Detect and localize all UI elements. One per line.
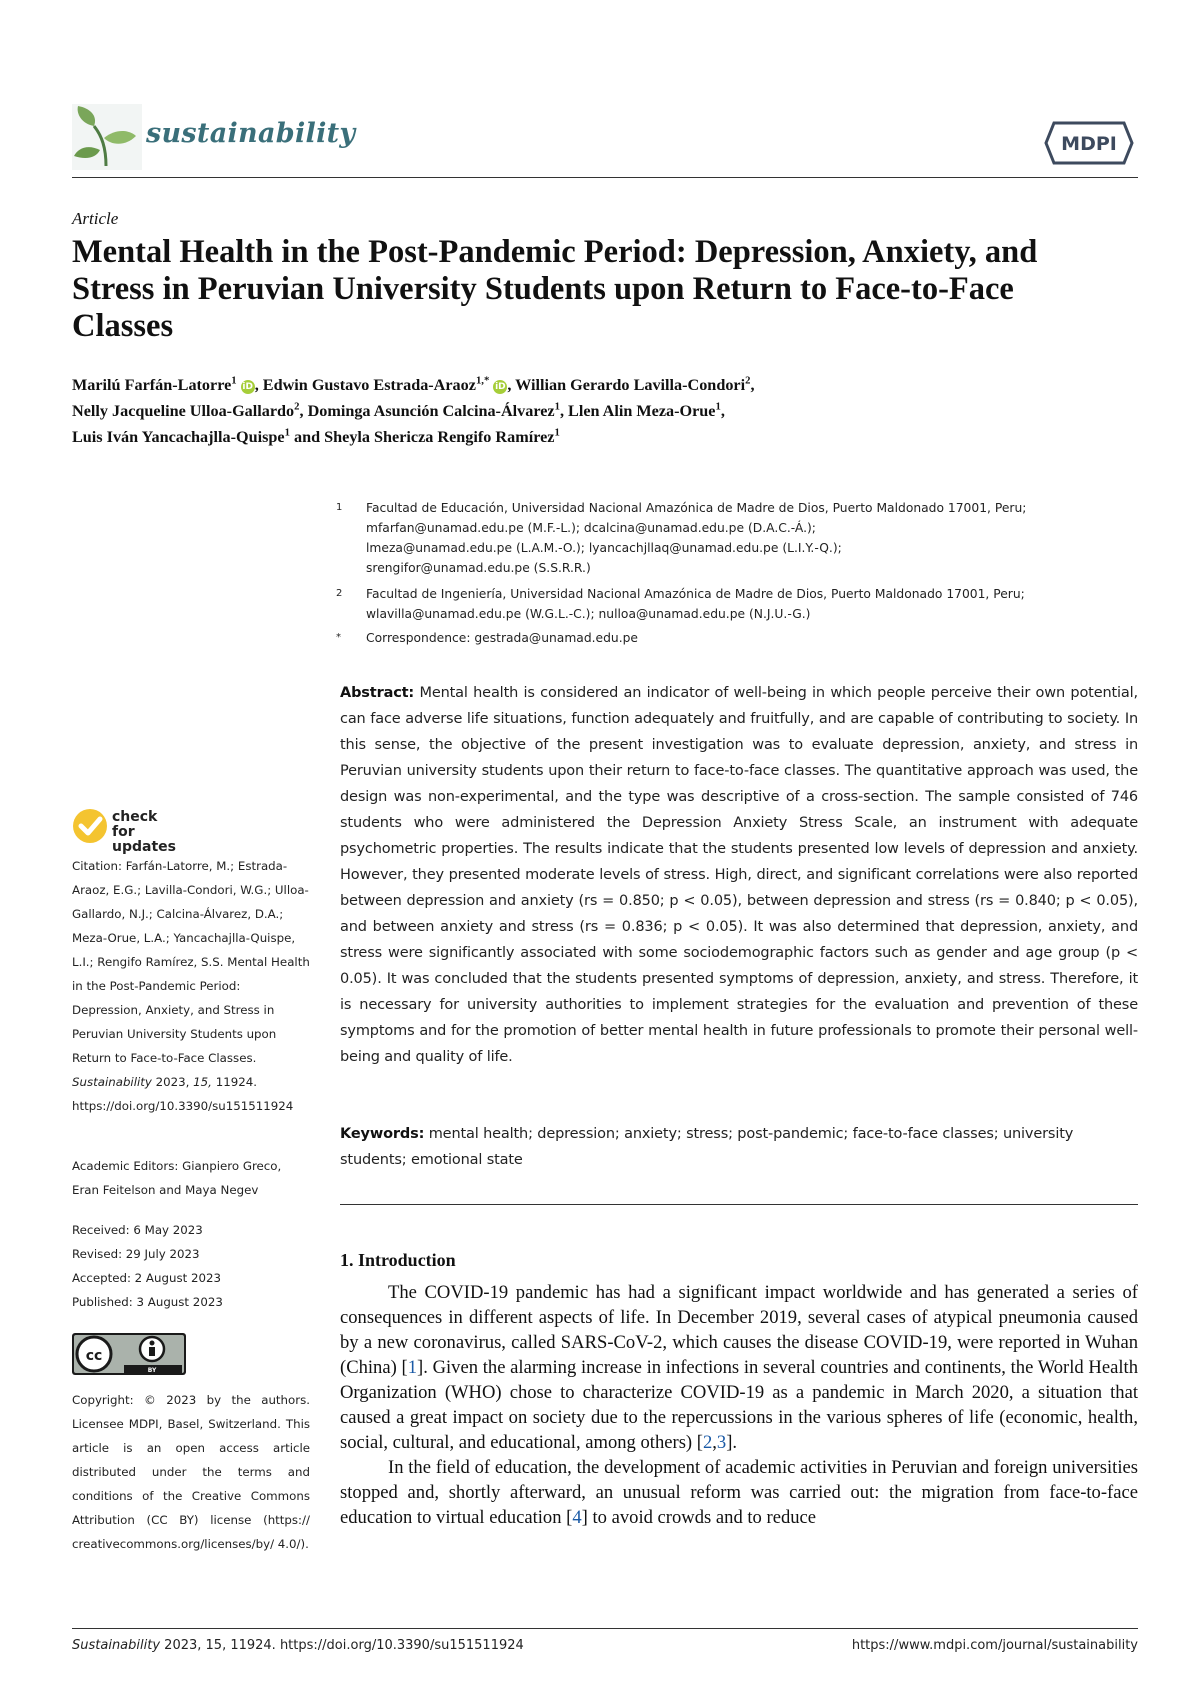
academic-editors: Academic Editors: Gianpiero Greco, Eran Feitelson and Maya Negev <box>72 1159 282 1197</box>
footer-journal-url[interactable]: https://www.mdpi.com/journal/sustainability <box>851 1638 1138 1653</box>
citation-doi-link[interactable]: https://doi.org/10.3390/su151511924 <box>72 1099 294 1113</box>
author-name: Dominga Asunción Calcina-Álvarez <box>307 402 555 420</box>
keywords-divider <box>340 1204 1138 1205</box>
reference-link[interactable]: 1 <box>407 1357 418 1378</box>
abstract-text: Mental health is considered an indicator of well-being in which people perceive their own potential, can face adverse life situations, function adequately and fruitfully, and are capable of contributing to society. In this sense, the objective of the present investigation was to evaluate depression, anxiety, and stress in Peruvian university students upon their return to face-to-face classes. The quantitative approach was used, the design was non-experimental, and the type was descriptive of a cross-section. The sample consisted of 746 students who were administered the Depression Anxiety Stress Scale, an instrument with adequate psychometric properties. The results indicate that the students presented low levels of depression and anxiety. However, they presented moderate levels of stress. High, direct, and significant correlations were also reported between depression and anxiety (rs = 0.850; p < 0.05), between depression and stress (rs = 0.840; p < 0.05), and between anxiety and stress (rs = 0.836; p < 0.05). It was also determined that depression, anxiety, and stress were significantly associated with some sociodemographic factors such as gender and age group (p < 0.05). It was concluded that the students presented symptoms of depression, anxiety, and stress. Therefore, it is necessary for university authorities to implement strategies for the evaluation and prevention of these symptoms and for the promotion of better mental health in future professionals to promote their personal well-being and quality of life. <box>340 685 1138 1065</box>
accepted-date: Accepted: 2 August 2023 <box>72 1271 221 1285</box>
received-date: Received: 6 May 2023 <box>72 1223 203 1237</box>
article-title: Mental Health in the Post-Pandemic Period: Depression, Anxiety, and Stress in Peruvian University Students upon Return to Face-to-Face Classes <box>72 234 1038 344</box>
author-name: Edwin Gustavo Estrada-Araoz <box>262 376 476 394</box>
author-name: Sheyla Shericza Rengifo Ramírez <box>324 428 555 446</box>
keywords-label: Keywords: <box>340 1126 425 1142</box>
author-list: Marilú Farfán-Latorre$^1$ iD , Edwin Gustavo Estrada-Araoz$^{1,*}$ iD , Willian Gerardo Lavilla-Condori$^2$, Nelly Jacqueline Ulloa-Gallardo$^2$, Dominga Asunción Calcina-Álvarez$^1$, Llen Alin Meza-Orue$^1$, Luis Iván Yancachajlla-Quispe$^1$ and Sheyla Shericza Rengifo Ramírez$^1$ <box>72 374 755 446</box>
correspondence: * Correspondence: gestrada@unamad.edu.pe <box>336 631 638 645</box>
keywords-text: mental health; depression; anxiety; stress; post-pandemic; face-to-face classes; university students; emotional state <box>340 1126 1074 1168</box>
affiliation-1: 1 Facultad de Educación, Universidad Nacional Amazónica de Madre de Dios, Puerto Maldonado 17001, Peru; mfarfan@unamad.edu.pe (M.F.-L.); dcalcina@unamad.edu.pe (D.A.C.-Á.); lmeza@unamad.edu.pe (L.A.M.-O.); lyancachjllaq@unamad.edu.pe (L.I.Y.-Q.); srengifor@unamad.edu.pe (S.S.R.R.) <box>336 501 1027 575</box>
footer-citation: Sustainability 2023, 15, 11924. https://doi.org/10.3390/su151511924 <box>72 1638 524 1653</box>
dates-block <box>72 1218 310 1314</box>
keywords <box>340 1121 1138 1173</box>
section-heading: 1. Introduction <box>340 1250 456 1270</box>
citation-journal: Sustainability <box>72 1075 152 1089</box>
paragraph: In the field of education, the development of academic activities in Peruvian and foreign universities stopped and, shortly afterward, an unusual reform was carried out: the migration from face-to-face education to virtual education [4] to avoid crowds and to reduce <box>340 1457 1138 1528</box>
author-name: Luis Iván Yancachajlla-Quispe <box>72 428 285 446</box>
footer-divider <box>72 1628 1138 1629</box>
abstract <box>340 680 1138 1070</box>
mdpi-logo-text: MDPI <box>1061 133 1117 155</box>
affiliation-2: 2 Facultad de Ingeniería, Universidad Nacional Amazónica de Madre de Dios, Puerto Maldonado 17001, Peru; wlavilla@unamad.edu.pe (W.G.L.-C.); nulloa@unamad.edu.pe (N.J.U.-G.) <box>336 587 1025 621</box>
footer-journal: Sustainability <box>72 1638 161 1653</box>
author-name: Llen Alin Meza-Orue <box>568 402 716 420</box>
published-date: Published: 3 August 2023 <box>72 1295 223 1309</box>
revised-date: Revised: 29 July 2023 <box>72 1247 200 1261</box>
journal-name: sustainability <box>146 118 356 149</box>
check-for-updates-label: check for updates <box>112 809 176 855</box>
abstract-label: Abstract: <box>340 685 415 701</box>
reference-link[interactable]: 4 <box>572 1507 582 1528</box>
introduction-text <box>340 1280 1138 1530</box>
journal-logo-icon <box>72 104 142 170</box>
header-divider <box>72 177 1138 178</box>
author-name: Marilú Farfán-Latorre <box>72 376 232 394</box>
citation-text: Citation: Farfán-Latorre, M.; Estrada-Araoz, E.G.; Lavilla-Condori, W.G.; Ulloa-Gallardo, N.J.; Calcina-Álvarez, D.A.; Meza-Orue, L.A.; Yancachajlla-Quispe, L.I.; Rengifo Ramírez, S.S. Mental Health in the Post-Pandemic Period: Depression, Anxiety, and Stress in Peruvian University Students upon Return to Face-to-Face Classes. <box>72 859 310 1065</box>
svg-text:BY: BY <box>147 1367 157 1374</box>
cc-by-license-icon[interactable] <box>72 1333 186 1375</box>
article-type: Article <box>72 209 119 228</box>
svg-text:cc: cc <box>85 1348 103 1364</box>
orcid-icon[interactable]: iD <box>242 382 253 392</box>
author-name: Nelly Jacqueline Ulloa-Gallardo <box>72 402 295 420</box>
mdpi-logo-icon <box>1044 117 1134 169</box>
author-name: Willian Gerardo Lavilla-Condori <box>515 376 746 394</box>
crossmark-icon <box>72 808 108 844</box>
paragraph: The COVID-19 pandemic has had a significant impact worldwide and has generated a series of consequences in different aspects of life. In December 2019, several cases of atypical pneumonia caused by a new coronavirus, called SARS-CoV-2, which causes the disease COVID-19, were reported in Wuhan (China) [1]. Given the alarming increase in infections in several countries and continents, the World Health Organization (WHO) chose to characterize COVID-19 as a pandemic in March 2020, a situation that caused a great impact on society due to the repercussions in the various spheres of life (economic, health, social, cultural, and educational, among others) [2,3]. <box>340 1282 1138 1453</box>
reference-link[interactable]: 2 <box>702 1432 713 1453</box>
reference-link[interactable]: 3 <box>716 1432 727 1453</box>
check-for-updates-badge[interactable] <box>72 808 272 855</box>
citation-block: Citation: Farfán-Latorre, M.; Estrada-Araoz, E.G.; Lavilla-Condori, W.G.; Ulloa-Gallardo, N.J.; Calcina-Álvarez, D.A.; Meza-Orue, L.A.; Yancachajlla-Quispe, L.I.; Rengifo Ramírez, S.S. Mental Health in the Post-Pandemic Period: Depression, Anxiety, and Stress in Peruvian University Students upon Return to Face-to-Face Classes. Sustainability 2023, 15, 11924. https://doi.org/10.3390/su151511924 <box>72 859 310 1113</box>
copyright-notice: Copyright: © 2023 by the authors. Licensee MDPI, Basel, Switzerland. This article is an open access article distributed under the terms and conditions of the Creative Commons Attribution (CC BY) license (https:// creativecommons.org/licenses/by/ 4.0/). <box>72 1393 310 1551</box>
orcid-icon[interactable]: iD <box>495 382 506 392</box>
